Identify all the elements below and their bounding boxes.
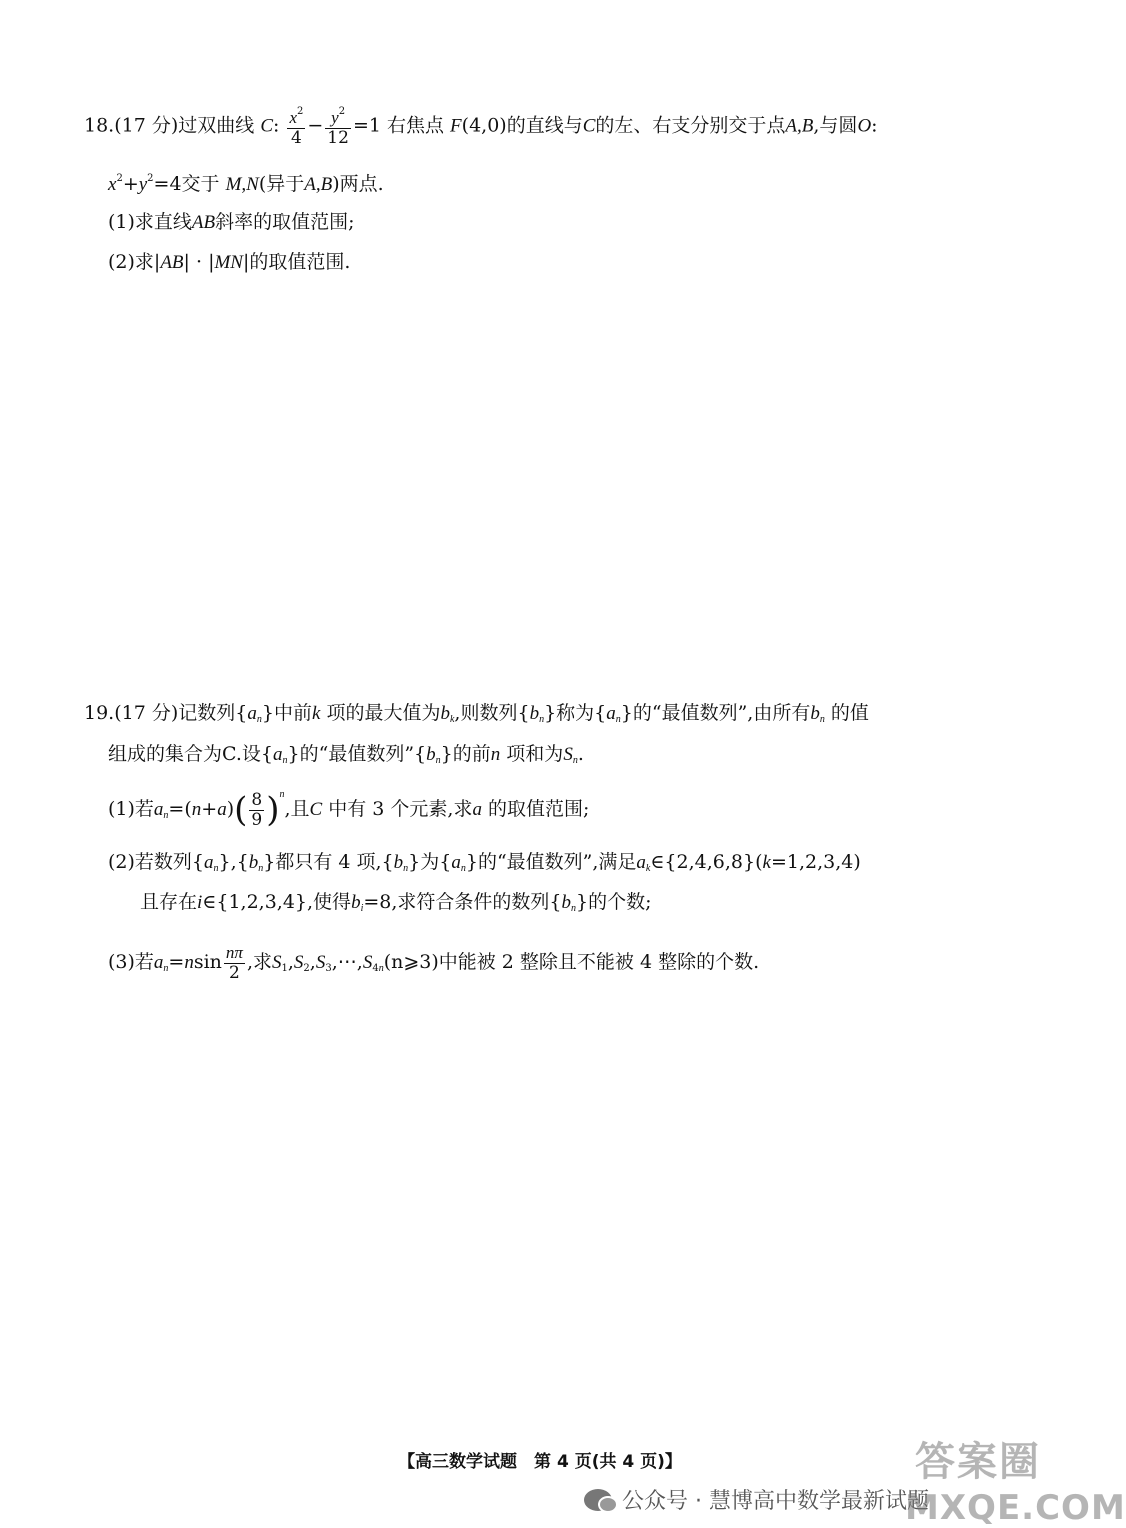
watermark-bottom: MXQE.COM [905,1488,1126,1528]
q19-part2-line2: 且存在i∈{1,2,3,4},使得$b_i=8$,求符合条件的数列$\{b_n\}$的个数; [140,891,652,914]
q18-line2: $x^2+y^2=4$交于 M,N(异于A,B)两点. [108,173,384,195]
wechat-attribution [584,1484,929,1515]
watermark-top: 答案圈 [915,1439,1041,1485]
q19-part2-line1: (2)若数列$\{a_n\},\{b_n\}$都只有 4 项$,\{b_n\}$为$\{a_n\}$的“最值数列”,满足$a_k\in\{2,4,6,8\}(k=1,2,3,4)$ [108,851,861,874]
frac-npi-over-2: $\frac{n\pi}{2}$ [225,943,243,983]
frac-y2-over-12: $\frac{y^2}{12}$ [327,106,349,148]
q18-part2: (2)求|AB| · |MN|的取值范围. [108,251,351,273]
q19-line1: 19.(17 分)记数列$\{a_n\}$中前k 项的最大值为$b_k$,则数列$\{b_n\}$称为$\{a_n\}$的“最值数列”,由所有$b_n$ 的值 [84,702,869,725]
q19-part3: (3)若$a_n=nsin$ $\frac{n\pi}{2}$ ,求$S_1,S_2,S_3,\cdots,S_{4n}(n⩾3)$中能被 2 整除且不能被 4 整除的个数. [108,943,760,983]
wechat-icon [584,1489,612,1511]
q19-line2: 组成的集合为C.设$\{a_n\}$的“最值数列$”\{b_n\}$的前n 项和为$S_n$. [108,743,584,766]
watermark-logo [905,1430,1126,1528]
q19-part1: (1)若$a_n=(n+a)$( $\frac{8}{9}$ )$^n$,且C 中有 3 个元素,求a 的取值范围; [108,789,590,830]
q18-line1: 18.(17 分)过双曲线 C: $\frac{x^2}{4}$ − $\frac{y^2}{12}$ =1 右焦点 F(4,0)的直线与C的左、右支分别交于点A,B,与圆O: [84,106,878,148]
wechat-text: 公众号 · 慧博高中数学最新试题 [622,1489,929,1514]
page-footer: 【高三数学试题 第 4 页(共 4 页)】 [398,1452,682,1472]
frac-8-over-9: $\frac{8}{9}$ [251,789,263,830]
q18-part1: (1)求直线AB斜率的取值范围; [108,211,355,233]
frac-x2-over-4: $\frac{x^2}{4}$ [289,106,304,148]
